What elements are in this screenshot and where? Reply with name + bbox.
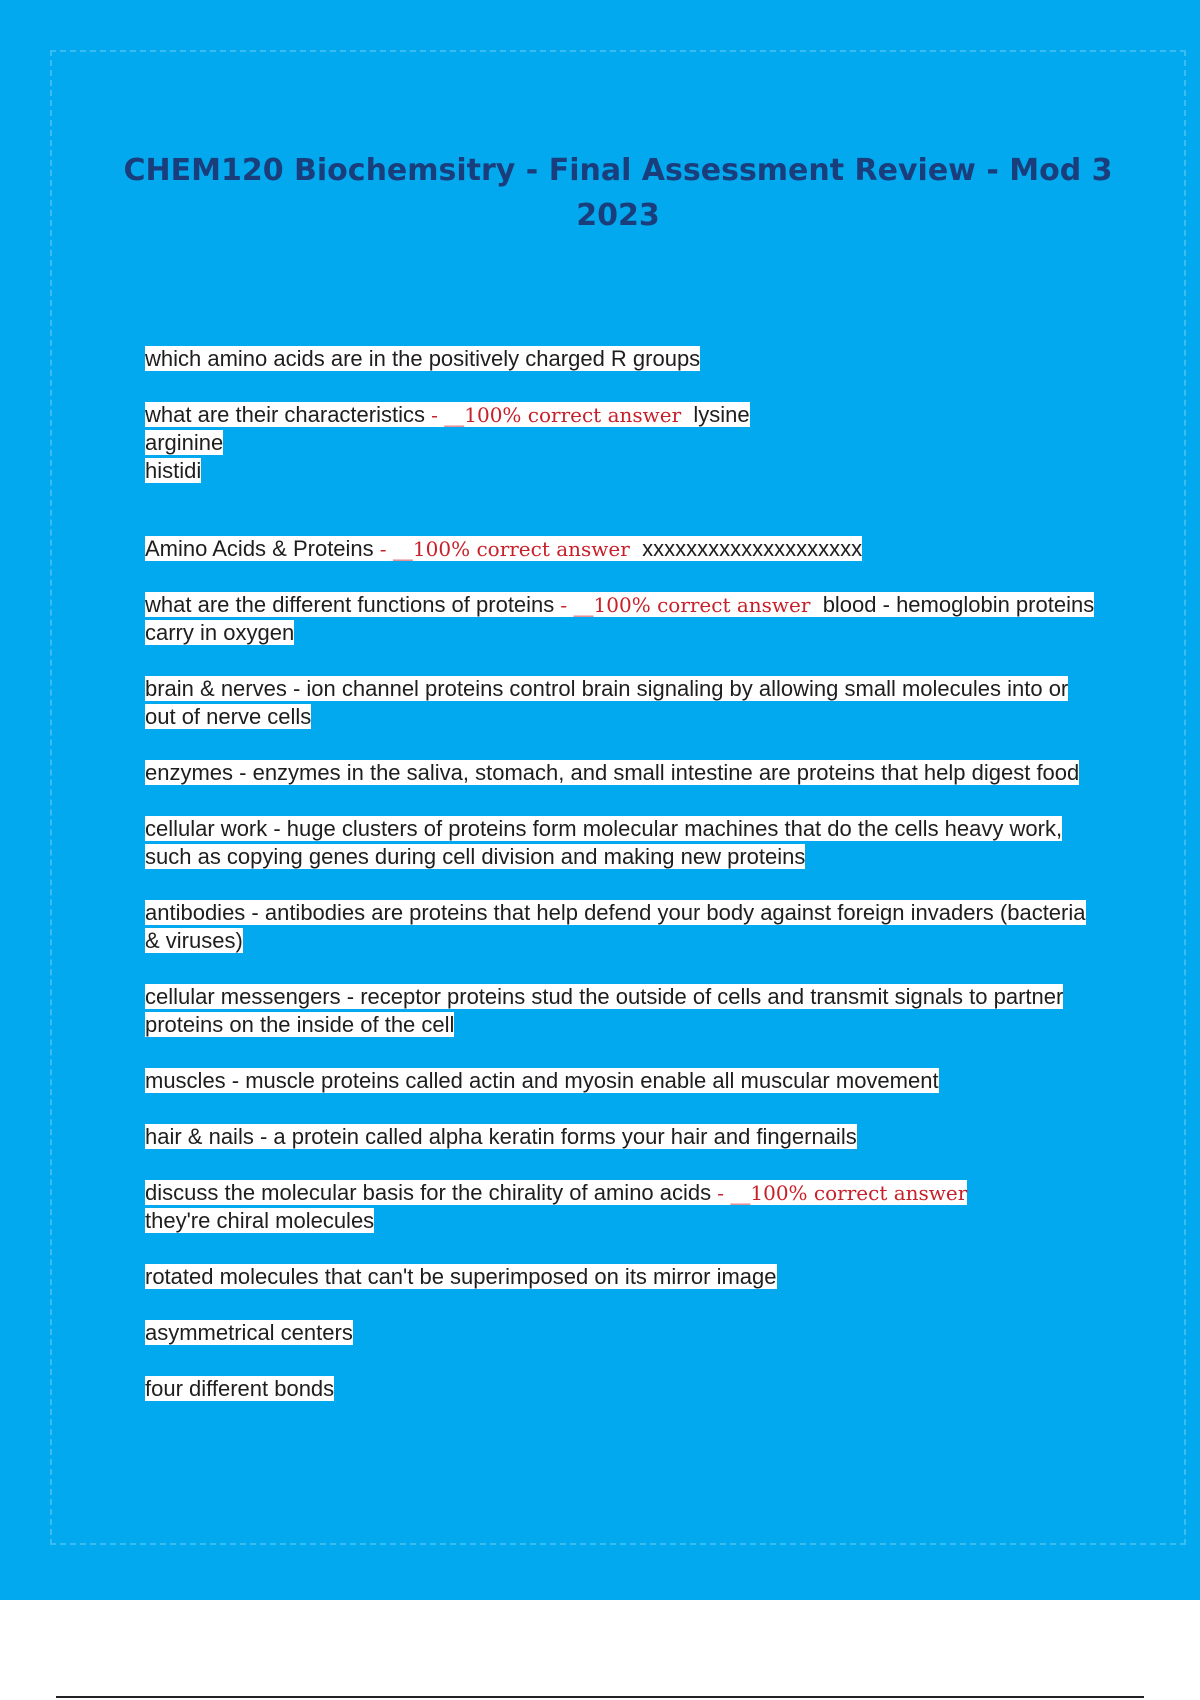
footer-divider (56, 1696, 1144, 1698)
list-item (145, 1375, 1095, 1403)
list-item (145, 1263, 1095, 1291)
item-text: muscles - muscle proteins called actin and myosin enable all muscular movement (145, 1068, 939, 1093)
answer-text: lysine (693, 402, 750, 427)
list-item (145, 759, 1095, 787)
correct-answer-marker: - __100% correct answer (431, 403, 682, 427)
question-text: what are the different functions of proteins (145, 592, 555, 617)
list-item (145, 983, 1095, 1039)
list-item (145, 591, 1095, 647)
item-text: brain & nerves - ion channel proteins control brain signaling by allowing small molecules into or out of nerve cells (145, 676, 1069, 729)
answer-text: blood - hemoglobin proteins carry in oxygen (145, 592, 1095, 645)
document-body (145, 345, 1095, 1431)
list-item (145, 401, 1095, 485)
list-item (145, 1123, 1095, 1151)
title-line-1: CHEM120 Biochemsitry - Final Assessment Review - Mod 3 (123, 153, 1113, 188)
question-text: Amino Acids & Proteins (145, 536, 374, 561)
list-item (145, 815, 1095, 871)
list-item (145, 1319, 1095, 1347)
item-text: hair & nails - a protein called alpha keratin forms your hair and fingernails (145, 1124, 857, 1149)
item-text: asymmetrical centers (145, 1320, 353, 1345)
list-item (145, 675, 1095, 731)
title-line-2: 2023 (576, 198, 660, 233)
answer-text: histidi (145, 458, 202, 483)
question-text: discuss the molecular basis for the chirality of amino acids (145, 1180, 712, 1205)
item-text: enzymes - enzymes in the saliva, stomach, and small intestine are proteins that help digest food (145, 760, 1080, 785)
item-text: rotated molecules that can't be superimposed on its mirror image (145, 1264, 777, 1289)
answer-text: xxxxxxxxxxxxxxxxxxxx (642, 536, 863, 561)
correct-answer-marker: - __100% correct answer (717, 1181, 968, 1205)
list-item (145, 345, 1095, 373)
document-title (100, 148, 1136, 238)
item-text: antibodies - antibodies are proteins that help defend your body against foreign invaders (bacteria & viruses) (145, 900, 1086, 953)
correct-answer-marker: - __100% correct answer (560, 593, 811, 617)
item-text: cellular messengers - receptor proteins stud the outside of cells and transmit signals to partner proteins on the inside of the cell (145, 984, 1064, 1037)
item-text: which amino acids are in the positively charged R groups (145, 346, 701, 371)
list-item (145, 899, 1095, 955)
item-text: four different bonds (145, 1376, 335, 1401)
answer-text: arginine (145, 430, 224, 455)
question-text: what are their characteristics (145, 402, 425, 427)
list-item (145, 1067, 1095, 1095)
answer-text: they're chiral molecules (145, 1208, 375, 1233)
item-text: cellular work - huge clusters of proteins form molecular machines that do the cells heavy work, such as copying genes during cell division and making new proteins (145, 816, 1063, 869)
correct-answer-marker: - __100% correct answer (379, 537, 630, 561)
list-item (145, 1179, 1095, 1235)
list-item (145, 535, 1095, 563)
